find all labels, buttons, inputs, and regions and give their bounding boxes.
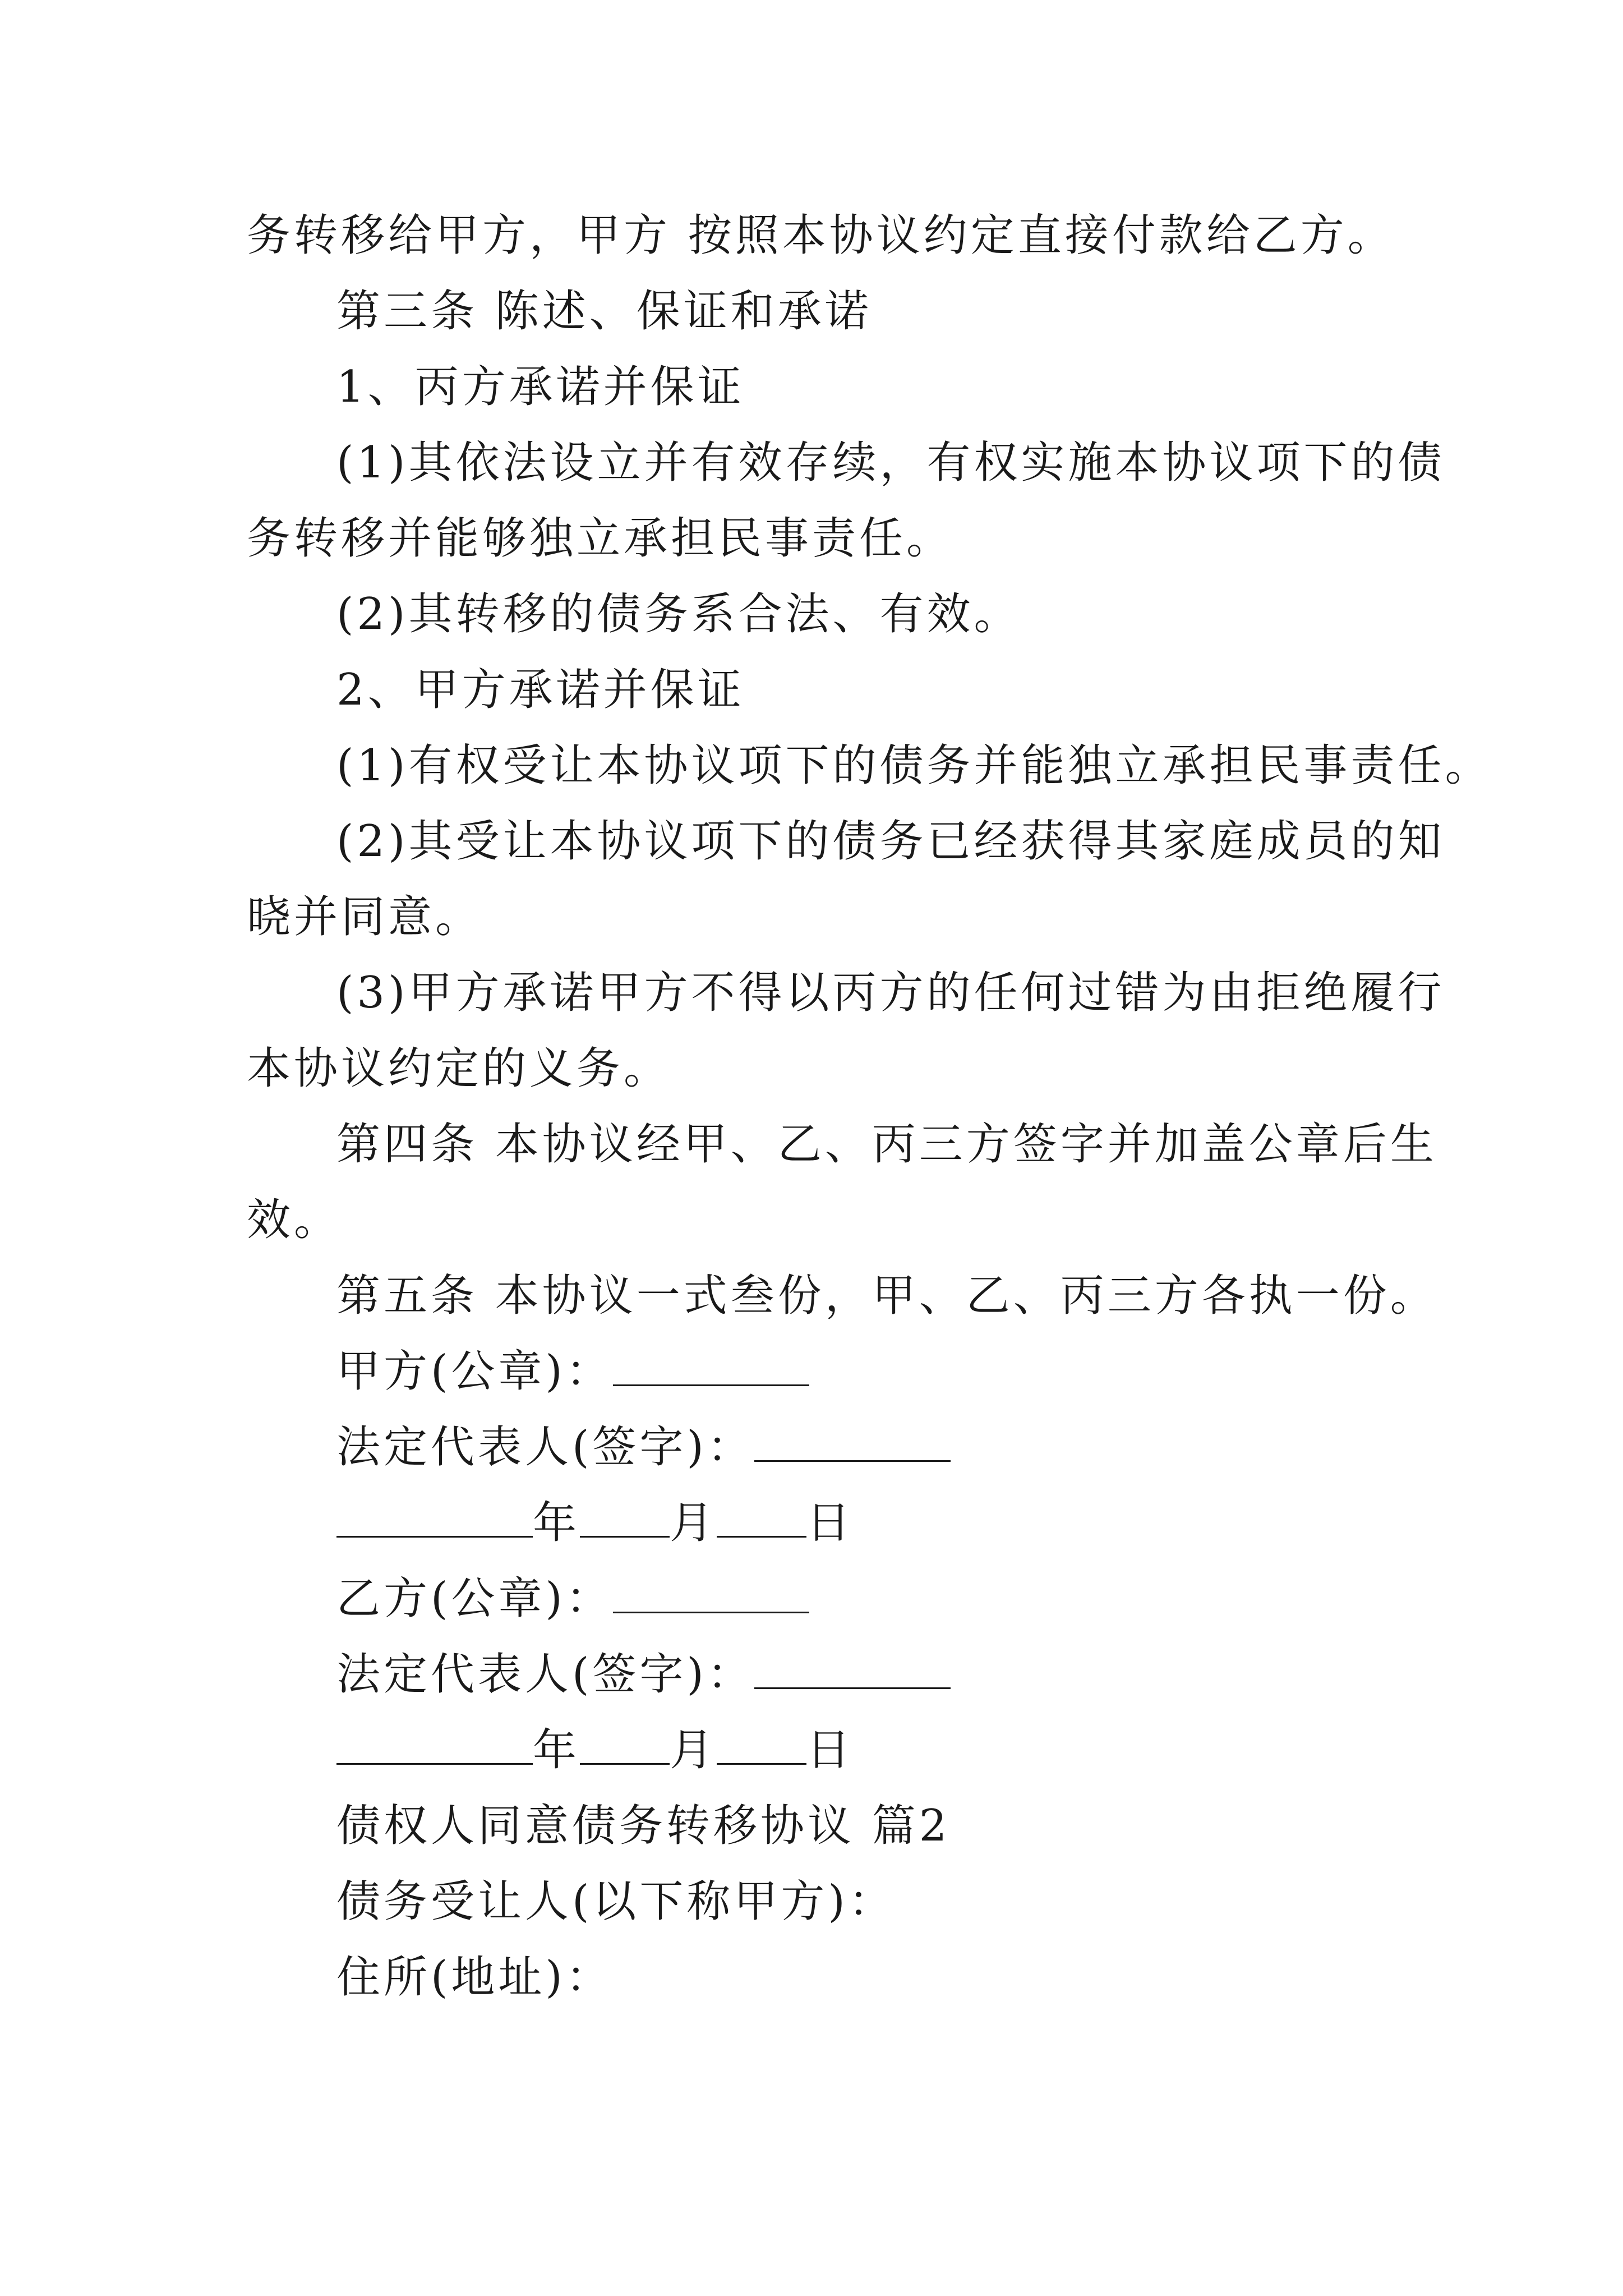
text-line: 效。: [247, 1195, 342, 1245]
party-b-rep-label: 法定代表人(签字)：: [336, 1649, 754, 1700]
text-line: 务转移并能够独立承担民事责任。: [247, 513, 954, 564]
party-a-rep-label: 法定代表人(签字)：: [336, 1422, 754, 1473]
text-line: (1)其依法设立并有效存续，有权实施本协议项下的债: [336, 438, 1445, 488]
party-a-seal-label: 甲方(公章)：: [336, 1346, 613, 1397]
year-label: 年: [533, 1725, 580, 1775]
signature-blank: [754, 1421, 951, 1462]
text-line: 本协议约定的义务。: [247, 1043, 671, 1094]
signature-blank: [613, 1572, 809, 1613]
article-heading: 第三条 陈述、保证和承诺: [336, 286, 872, 337]
text-line: (2)其受让本协议项下的债务已经获得其家庭成员的知: [336, 816, 1445, 867]
day-label: 日: [806, 1498, 854, 1548]
party-a-rep-line: [336, 1419, 1514, 1475]
party-b-rep-line: [336, 1646, 1514, 1703]
month-blank: [580, 1497, 670, 1538]
year-label: 年: [533, 1498, 580, 1548]
article-heading: 第四条 本协议经甲、乙、丙三方签字并加盖公章后生: [336, 1119, 1437, 1170]
signature-blank: [754, 1648, 951, 1689]
text-line: 务转移给甲方，甲方 按照本协议约定直接付款给乙方。: [247, 210, 1395, 261]
text-line: 2、甲方承诺并保证: [336, 665, 745, 715]
text-line: (3)甲方承诺甲方不得以丙方的任何过错为由拒绝履行: [336, 968, 1445, 1018]
transferee-line: 债务受让人(以下称甲方)：: [336, 1876, 896, 1927]
party-a-seal-line: [336, 1343, 1514, 1400]
party-a-date-line: [336, 1495, 1514, 1551]
month-label: 月: [670, 1498, 717, 1548]
party-b-seal-label: 乙方(公章)：: [336, 1573, 613, 1624]
text-line: (1)有权受让本协议项下的债务并能独立承担民事责任。: [336, 740, 1492, 791]
section-title: 债权人同意债务转移协议 篇2: [336, 1801, 951, 1851]
party-b-seal-line: [336, 1571, 1514, 1627]
month-blank: [580, 1724, 670, 1765]
day-label: 日: [806, 1725, 854, 1775]
month-label: 月: [670, 1725, 717, 1775]
party-b-date-line: [336, 1722, 1514, 1778]
text-line: 晓并同意。: [247, 892, 483, 942]
day-blank: [717, 1497, 806, 1538]
day-blank: [717, 1724, 806, 1765]
signature-blank: [613, 1345, 809, 1386]
address-line: 住所(地址)：: [336, 1952, 613, 2003]
year-blank: [336, 1497, 533, 1538]
year-blank: [336, 1724, 533, 1765]
text-line: 1、丙方承诺并保证: [336, 362, 745, 412]
article-heading: 第五条 本协议一式叁份，甲、乙、丙三方各执一份。: [336, 1271, 1437, 1321]
text-line: (2)其转移的债务系合法、有效。: [336, 589, 1021, 639]
